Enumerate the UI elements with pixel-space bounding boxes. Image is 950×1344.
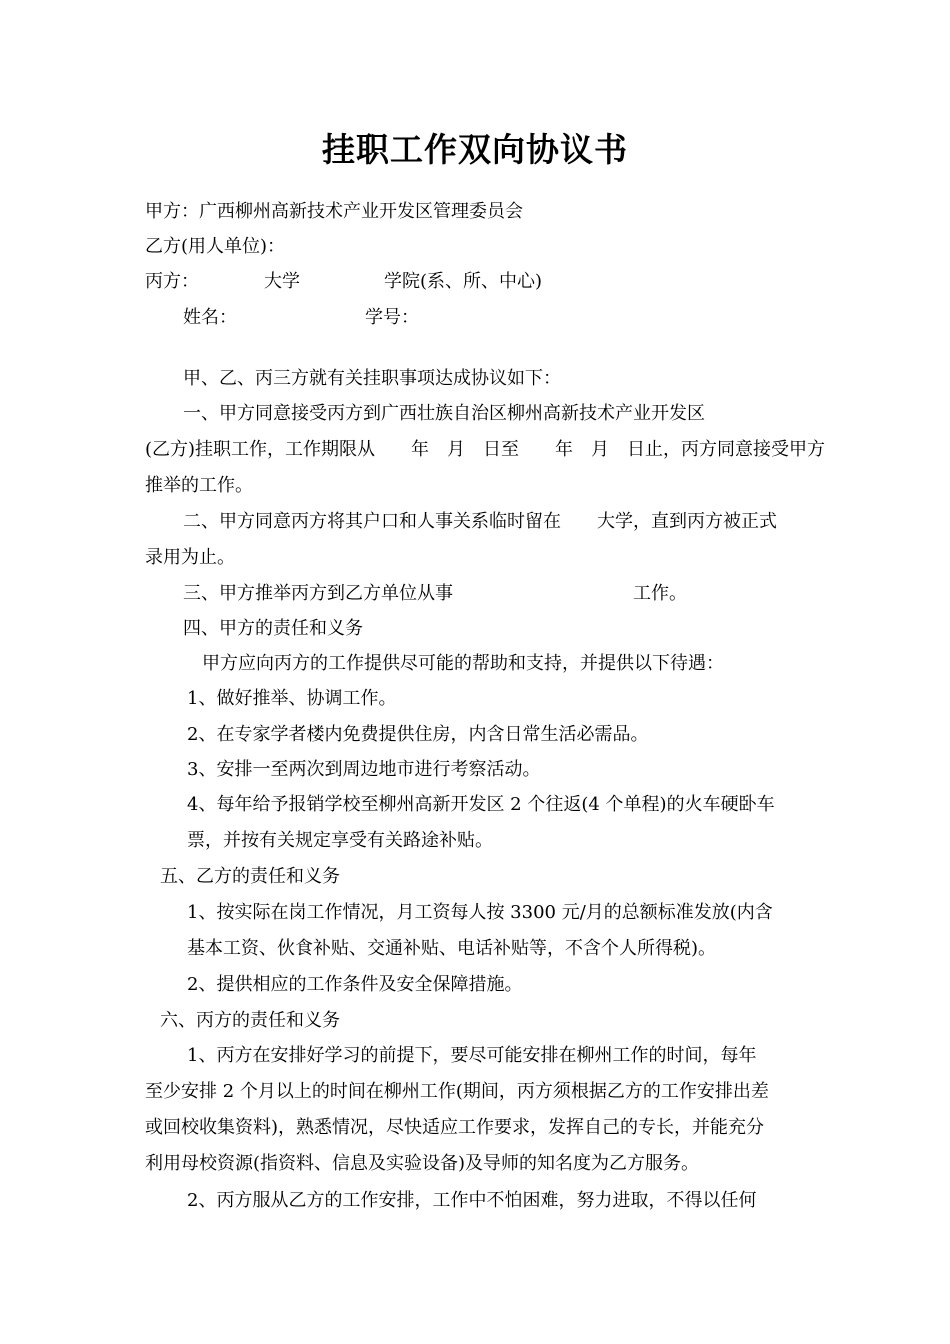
section-5-item-1-line-2: 基本工资、伙食补贴、交通补贴、电话补贴等，不含个人所得税)。 bbox=[187, 938, 717, 959]
section-5-item-2: 2、提供相应的工作条件及安全保障措施。 bbox=[187, 974, 523, 995]
section-6-heading: 六、丙方的责任和义务 bbox=[160, 1010, 340, 1031]
student-id-label: 学号： bbox=[365, 307, 419, 328]
section-4-heading: 四、甲方的责任和义务 bbox=[183, 618, 363, 639]
section-6-item-1-line-2: 至少安排 2 个月以上的时间在柳州工作(期间，丙方须根据乙方的工作安排出差 bbox=[145, 1081, 769, 1102]
party-b-line: 乙方(用人单位)： bbox=[145, 236, 286, 257]
party-c-label: 丙方： bbox=[145, 271, 199, 292]
clause-2-line-1: 二、甲方同意丙方将其户口和人事关系临时留在 大学，直到丙方被正式 bbox=[183, 511, 777, 532]
section-4-item-3: 3、安排一至两次到周边地市进行考察活动。 bbox=[187, 759, 541, 780]
party-c-college: 学院(系、所、中心) bbox=[384, 271, 543, 292]
section-4-item-2: 2、在专家学者楼内免费提供住房，内含日常生活必需品。 bbox=[187, 724, 649, 745]
section-4-item-1: 1、做好推举、协调工作。 bbox=[187, 688, 397, 709]
section-5-item-1-line-1: 1、按实际在岗工作情况，月工资每人按 3300 元/月的总额标准发放(内含 bbox=[187, 902, 773, 923]
section-6-item-2-line-1: 2、丙方服从乙方的工作安排，工作中不怕困难，努力进取，不得以任何 bbox=[187, 1190, 757, 1211]
section-6-item-1-line-1: 1、丙方在安排好学习的前提下，要尽可能安排在柳州工作的时间，每年 bbox=[187, 1045, 757, 1066]
section-4-item-4-line-2: 票，并按有关规定享受有关路途补贴。 bbox=[187, 830, 493, 851]
clause-1-line-1: 一、甲方同意接受丙方到广西壮族自治区柳州高新技术产业开发区 bbox=[183, 403, 705, 424]
section-6-item-1-line-3: 或回校收集资料)，熟悉情况，尽快适应工作要求，发挥自己的专长，并能充分 bbox=[145, 1117, 765, 1138]
clause-3-line-end: 工作。 bbox=[633, 583, 687, 604]
party-c-university: 大学 bbox=[264, 271, 300, 292]
name-label: 姓名： bbox=[183, 307, 237, 328]
section-4-item-4-line-1: 4、每年给予报销学校至柳州高新开发区 2 个往返(4 个单程)的火车硬卧车 bbox=[187, 794, 775, 815]
document-title: 挂职工作双向协议书 bbox=[322, 130, 628, 169]
party-a-line: 甲方：广西柳州高新技术产业开发区管理委员会 bbox=[145, 201, 523, 222]
intro-paragraph: 甲、乙、丙三方就有关挂职事项达成协议如下： bbox=[183, 368, 561, 389]
section-4-intro: 甲方应向丙方的工作提供尽可能的帮助和支持，并提供以下待遇： bbox=[202, 653, 724, 674]
section-5-heading: 五、乙方的责任和义务 bbox=[160, 866, 340, 887]
clause-1-line-3: 推举的工作。 bbox=[145, 475, 253, 496]
clause-3-line: 三、甲方推举丙方到乙方单位从事 bbox=[183, 583, 453, 604]
section-6-item-1-line-4: 利用母校资源(指资料、信息及实验设备)及导师的知名度为乙方服务。 bbox=[145, 1153, 700, 1174]
clause-1-line-2: (乙方)挂职工作，工作期限从 年 月 日至 年 月 日止，丙方同意接受甲方 bbox=[145, 439, 826, 460]
clause-2-line-2: 录用为止。 bbox=[145, 547, 235, 568]
